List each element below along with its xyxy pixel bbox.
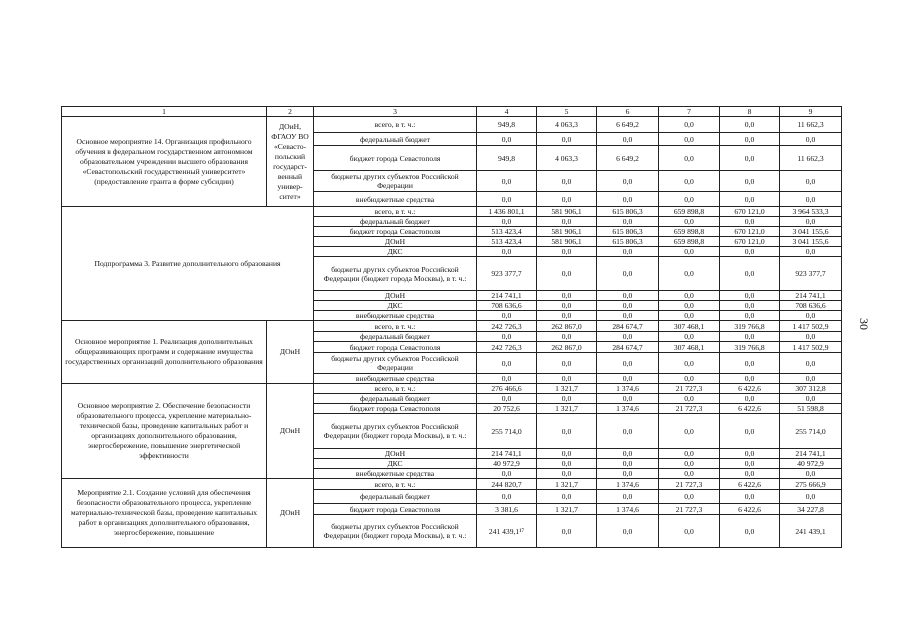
amount-cell: 659 898,8 bbox=[659, 237, 720, 247]
amount-cell: 1 374,6 bbox=[597, 404, 659, 414]
amount-cell: 0,0 bbox=[659, 291, 720, 301]
amount-cell: 3 041 155,6 bbox=[780, 237, 842, 247]
amount-cell: 0,0 bbox=[537, 291, 597, 301]
funding-source-label: внебюджетные средства bbox=[314, 192, 477, 207]
amount-cell: 0,0 bbox=[659, 394, 720, 404]
amount-cell: 0,0 bbox=[720, 117, 780, 133]
funding-source-label: бюджет города Севастополя bbox=[314, 504, 477, 515]
amount-cell: 0,0 bbox=[780, 394, 842, 404]
amount-cell: 0,0 bbox=[597, 247, 659, 257]
amount-cell: 0,0 bbox=[659, 469, 720, 479]
amount-cell: 6 649,2 bbox=[597, 117, 659, 133]
amount-cell: 0,0 bbox=[659, 414, 720, 449]
amount-cell: 0,0 bbox=[659, 171, 720, 192]
funding-source-label: федеральный бюджет bbox=[314, 133, 477, 146]
funding-source-label: внебюджетные средства bbox=[314, 374, 477, 384]
amount-cell: 0,0 bbox=[659, 353, 720, 374]
header-cell: 4 bbox=[477, 107, 537, 117]
amount-cell: 581 906,1 bbox=[537, 227, 597, 237]
header-cell: 7 bbox=[659, 107, 720, 117]
amount-cell: 0,0 bbox=[780, 133, 842, 146]
amount-cell: 923 377,7 bbox=[780, 257, 842, 291]
amount-cell: 40 972,9 bbox=[780, 459, 842, 469]
amount-cell: 0,0 bbox=[659, 192, 720, 207]
amount-cell: 0,0 bbox=[720, 394, 780, 404]
amount-cell: 708 636,6 bbox=[780, 301, 842, 311]
measure-name: Мероприятие 2.1. Создание условий для обеспечения безопасности образовательного процесса, укрепление материально-технической базы, проведение капитальных работ в организациях дополнительного образования, энергосбережение, повышение bbox=[62, 479, 267, 548]
header-cell: 1 bbox=[62, 107, 267, 117]
amount-cell: 3 041 155,6 bbox=[780, 227, 842, 237]
amount-cell: 0,0 bbox=[477, 311, 537, 321]
amount-cell: 0,0 bbox=[537, 171, 597, 192]
amount-cell: 0,0 bbox=[537, 374, 597, 384]
measure-name: Подпрограмма 3. Развитие дополнительного образования bbox=[62, 207, 314, 321]
amount-cell: 0,0 bbox=[597, 311, 659, 321]
table-row bbox=[62, 117, 842, 133]
amount-cell: 6 649,2 bbox=[597, 146, 659, 171]
amount-cell: 0,0 bbox=[720, 374, 780, 384]
funding-source-label: федеральный бюджет bbox=[314, 332, 477, 342]
budget-table bbox=[61, 106, 842, 548]
amount-cell: 0,0 bbox=[659, 146, 720, 171]
amount-cell: 319 766,8 bbox=[720, 321, 780, 332]
funding-source-label: бюджеты других субъектов Российской Федерации (бюджет города Москвы), в т. ч.: bbox=[314, 257, 477, 291]
amount-cell: 284 674,7 bbox=[597, 342, 659, 353]
amount-cell: 0,0 bbox=[659, 515, 720, 548]
amount-cell: 11 662,3 bbox=[780, 117, 842, 133]
amount-cell: 0,0 bbox=[597, 515, 659, 548]
table-row bbox=[62, 321, 842, 332]
header-cell: 9 bbox=[780, 107, 842, 117]
amount-cell: 1 374,6 bbox=[597, 504, 659, 515]
amount-cell: 0,0 bbox=[780, 311, 842, 321]
funding-source-label: бюджет города Севастополя bbox=[314, 227, 477, 237]
amount-cell: 214 741,1 bbox=[780, 291, 842, 301]
amount-cell: 0,0 bbox=[720, 449, 780, 459]
amount-cell: 284 674,7 bbox=[597, 321, 659, 332]
measure-name: Основное мероприятие 2. Обеспечение безопасности образовательного процесса, укрепление материально-технической базы, проведение капитальных работ и организациях дополнительного образования, энергосбережение, повышение энергетической эффективности bbox=[62, 384, 267, 479]
amount-cell: 0,0 bbox=[537, 133, 597, 146]
amount-cell: 0,0 bbox=[537, 353, 597, 374]
amount-cell: 949,8 bbox=[477, 146, 537, 171]
amount-cell: 615 806,3 bbox=[597, 237, 659, 247]
table-row bbox=[62, 479, 842, 490]
table-row bbox=[62, 384, 842, 394]
funding-source-label: федеральный бюджет bbox=[314, 490, 477, 504]
amount-cell: 659 898,8 bbox=[659, 227, 720, 237]
funding-source-label: бюджеты других субъектов Российской Федерации bbox=[314, 171, 477, 192]
amount-cell: 6 422,6 bbox=[720, 479, 780, 490]
amount-cell: 0,0 bbox=[659, 217, 720, 227]
amount-cell: 0,0 bbox=[597, 133, 659, 146]
amount-cell: 0,0 bbox=[537, 414, 597, 449]
amount-cell: 0,0 bbox=[597, 469, 659, 479]
amount-cell: 1 321,7 bbox=[537, 384, 597, 394]
amount-cell: 262 867,0 bbox=[537, 342, 597, 353]
amount-cell: 0,0 bbox=[537, 192, 597, 207]
amount-cell: 0,0 bbox=[597, 414, 659, 449]
amount-cell: 0,0 bbox=[720, 332, 780, 342]
amount-cell: 0,0 bbox=[780, 217, 842, 227]
amount-cell: 0,0 bbox=[780, 247, 842, 257]
amount-cell: 0,0 bbox=[720, 459, 780, 469]
executor-cell: ДОиН bbox=[267, 321, 314, 384]
amount-cell: 0,0 bbox=[659, 449, 720, 459]
amount-cell: 0,0 bbox=[597, 217, 659, 227]
amount-cell: 241 439,1¹⁷ bbox=[477, 515, 537, 548]
amount-cell: 21 727,3 bbox=[659, 504, 720, 515]
amount-cell: 0,0 bbox=[537, 247, 597, 257]
amount-cell: 3 381,6 bbox=[477, 504, 537, 515]
amount-cell: 0,0 bbox=[537, 332, 597, 342]
amount-cell: 0,0 bbox=[597, 192, 659, 207]
amount-cell: 0,0 bbox=[659, 257, 720, 291]
amount-cell: 0,0 bbox=[780, 374, 842, 384]
amount-cell: 659 898,8 bbox=[659, 207, 720, 217]
amount-cell: 0,0 bbox=[659, 490, 720, 504]
amount-cell: 0,0 bbox=[659, 332, 720, 342]
amount-cell: 949,8 bbox=[477, 117, 537, 133]
amount-cell: 255 714,0 bbox=[477, 414, 537, 449]
amount-cell: 0,0 bbox=[720, 414, 780, 449]
amount-cell: 0,0 bbox=[477, 353, 537, 374]
amount-cell: 0,0 bbox=[477, 192, 537, 207]
amount-cell: 0,0 bbox=[477, 394, 537, 404]
amount-cell: 0,0 bbox=[659, 117, 720, 133]
amount-cell: 0,0 bbox=[720, 247, 780, 257]
amount-cell: 244 820,7 bbox=[477, 479, 537, 490]
amount-cell: 0,0 bbox=[659, 247, 720, 257]
amount-cell: 0,0 bbox=[720, 515, 780, 548]
header-cell: 5 bbox=[537, 107, 597, 117]
funding-source-label: ДКС bbox=[314, 301, 477, 311]
amount-cell: 242 726,3 bbox=[477, 342, 537, 353]
funding-source-label: внебюджетные средства bbox=[314, 311, 477, 321]
amount-cell: 242 726,3 bbox=[477, 321, 537, 332]
funding-source-label: ДОиН bbox=[314, 291, 477, 301]
amount-cell: 0,0 bbox=[720, 490, 780, 504]
amount-cell: 3 964 533,3 bbox=[780, 207, 842, 217]
amount-cell: 670 121,0 bbox=[720, 207, 780, 217]
amount-cell: 4 063,3 bbox=[537, 117, 597, 133]
amount-cell: 0,0 bbox=[720, 301, 780, 311]
amount-cell: 21 727,3 bbox=[659, 384, 720, 394]
amount-cell: 0,0 bbox=[597, 301, 659, 311]
header-cell: 3 bbox=[314, 107, 477, 117]
amount-cell: 0,0 bbox=[720, 257, 780, 291]
measure-name: Основное мероприятие 14. Организация профильного обучения в федеральном государственном автономном образовательном учреждении высшего образования «Севастопольский государственный университет» (предоставление гранта в форме субсидии) bbox=[62, 117, 267, 207]
amount-cell: 0,0 bbox=[720, 192, 780, 207]
funding-source-label: бюджеты других субъектов Российской Федерации bbox=[314, 353, 477, 374]
amount-cell: 0,0 bbox=[477, 133, 537, 146]
amount-cell: 0,0 bbox=[537, 490, 597, 504]
amount-cell: 0,0 bbox=[537, 449, 597, 459]
funding-source-label: бюджет города Севастополя bbox=[314, 146, 477, 171]
amount-cell: 0,0 bbox=[477, 217, 537, 227]
amount-cell: 0,0 bbox=[659, 459, 720, 469]
amount-cell: 214 741,1 bbox=[477, 291, 537, 301]
amount-cell: 0,0 bbox=[780, 353, 842, 374]
funding-source-label: бюджеты других субъектов Российской Федерации (бюджет города Москвы), в т. ч.: bbox=[314, 414, 477, 449]
page-number: 30 bbox=[857, 318, 871, 330]
amount-cell: 0,0 bbox=[720, 217, 780, 227]
amount-cell: 0,0 bbox=[537, 257, 597, 291]
amount-cell: 11 662,3 bbox=[780, 146, 842, 171]
funding-source-label: всего, в т. ч.: bbox=[314, 384, 477, 394]
funding-source-label: всего, в т. ч.: bbox=[314, 207, 477, 217]
amount-cell: 923 377,7 bbox=[477, 257, 537, 291]
header-cell: 2 bbox=[267, 107, 314, 117]
amount-cell: 615 806,3 bbox=[597, 227, 659, 237]
amount-cell: 708 636,6 bbox=[477, 301, 537, 311]
amount-cell: 0,0 bbox=[720, 311, 780, 321]
amount-cell: 6 422,6 bbox=[720, 384, 780, 394]
amount-cell: 1 374,6 bbox=[597, 479, 659, 490]
amount-cell: 6 422,6 bbox=[720, 504, 780, 515]
amount-cell: 0,0 bbox=[780, 192, 842, 207]
amount-cell: 513 423,4 bbox=[477, 237, 537, 247]
amount-cell: 0,0 bbox=[597, 257, 659, 291]
funding-source-label: бюджет города Севастополя bbox=[314, 404, 477, 414]
amount-cell: 21 727,3 bbox=[659, 479, 720, 490]
amount-cell: 307 468,1 bbox=[659, 342, 720, 353]
amount-cell: 0,0 bbox=[720, 171, 780, 192]
funding-source-label: внебюджетные средства bbox=[314, 469, 477, 479]
amount-cell: 581 906,1 bbox=[537, 207, 597, 217]
funding-source-label: ДОиН bbox=[314, 449, 477, 459]
funding-source-label: ДОиН bbox=[314, 237, 477, 247]
amount-cell: 0,0 bbox=[720, 146, 780, 171]
amount-cell: 214 741,1 bbox=[780, 449, 842, 459]
amount-cell: 0,0 bbox=[597, 353, 659, 374]
amount-cell: 276 466,6 bbox=[477, 384, 537, 394]
executor-cell: ДОиН, ФГАОУ ВО «Севасто-польский государст-венный универ-ситет» bbox=[267, 117, 314, 207]
funding-source-label: всего, в т. ч.: bbox=[314, 479, 477, 490]
amount-cell: 0,0 bbox=[780, 469, 842, 479]
header-cell: 8 bbox=[720, 107, 780, 117]
funding-source-label: бюджеты других субъектов Российской Федерации (бюджет города Москвы), в т. ч.: bbox=[314, 515, 477, 548]
amount-cell: 1 436 801,1 bbox=[477, 207, 537, 217]
amount-cell: 0,0 bbox=[537, 515, 597, 548]
amount-cell: 34 227,8 bbox=[780, 504, 842, 515]
amount-cell: 307 468,1 bbox=[659, 321, 720, 332]
amount-cell: 0,0 bbox=[537, 469, 597, 479]
header-cell: 6 bbox=[597, 107, 659, 117]
amount-cell: 0,0 bbox=[477, 247, 537, 257]
amount-cell: 0,0 bbox=[477, 171, 537, 192]
amount-cell: 0,0 bbox=[659, 311, 720, 321]
amount-cell: 0,0 bbox=[537, 394, 597, 404]
amount-cell: 319 766,8 bbox=[720, 342, 780, 353]
amount-cell: 1 374,6 bbox=[597, 384, 659, 394]
table-row bbox=[62, 207, 842, 217]
amount-cell: 262 867,0 bbox=[537, 321, 597, 332]
executor-cell: ДОиН bbox=[267, 479, 314, 548]
funding-source-label: федеральный бюджет bbox=[314, 217, 477, 227]
amount-cell: 4 063,3 bbox=[537, 146, 597, 171]
amount-cell: 21 727,3 bbox=[659, 404, 720, 414]
amount-cell: 615 806,3 bbox=[597, 207, 659, 217]
amount-cell: 0,0 bbox=[720, 469, 780, 479]
amount-cell: 670 121,0 bbox=[720, 237, 780, 247]
amount-cell: 1 321,7 bbox=[537, 479, 597, 490]
amount-cell: 1 321,7 bbox=[537, 504, 597, 515]
measure-name: Основное мероприятие 1. Реализация дополнительных общеразвивающих программ и содержание имущества государственных организаций дополнительного образования bbox=[62, 321, 267, 384]
amount-cell: 20 752,6 bbox=[477, 404, 537, 414]
amount-cell: 275 666,9 bbox=[780, 479, 842, 490]
amount-cell: 307 312,8 bbox=[780, 384, 842, 394]
amount-cell: 0,0 bbox=[537, 459, 597, 469]
amount-cell: 0,0 bbox=[659, 301, 720, 311]
amount-cell: 0,0 bbox=[597, 291, 659, 301]
funding-source-label: всего, в т. ч.: bbox=[314, 117, 477, 133]
amount-cell: 0,0 bbox=[597, 171, 659, 192]
amount-cell: 214 741,1 bbox=[477, 449, 537, 459]
amount-cell: 0,0 bbox=[537, 217, 597, 227]
amount-cell: 513 423,4 bbox=[477, 227, 537, 237]
executor-cell: ДОиН bbox=[267, 384, 314, 479]
amount-cell: 51 598,8 bbox=[780, 404, 842, 414]
funding-source-label: ДКС bbox=[314, 247, 477, 257]
amount-cell: 1 417 502,9 bbox=[780, 321, 842, 332]
amount-cell: 6 422,6 bbox=[720, 404, 780, 414]
amount-cell: 581 906,1 bbox=[537, 237, 597, 247]
amount-cell: 0,0 bbox=[477, 332, 537, 342]
amount-cell: 0,0 bbox=[659, 374, 720, 384]
funding-source-label: федеральный бюджет bbox=[314, 394, 477, 404]
amount-cell: 1 321,7 bbox=[537, 404, 597, 414]
funding-source-label: бюджет города Севастополя bbox=[314, 342, 477, 353]
amount-cell: 0,0 bbox=[659, 133, 720, 146]
amount-cell: 0,0 bbox=[720, 133, 780, 146]
amount-cell: 0,0 bbox=[780, 490, 842, 504]
amount-cell: 0,0 bbox=[477, 374, 537, 384]
amount-cell: 0,0 bbox=[780, 171, 842, 192]
amount-cell: 0,0 bbox=[720, 291, 780, 301]
amount-cell: 0,0 bbox=[597, 459, 659, 469]
amount-cell: 0,0 bbox=[477, 490, 537, 504]
amount-cell: 0,0 bbox=[720, 353, 780, 374]
amount-cell: 1 417 502,9 bbox=[780, 342, 842, 353]
header-row bbox=[62, 107, 842, 117]
amount-cell: 255 714,0 bbox=[780, 414, 842, 449]
amount-cell: 0,0 bbox=[597, 449, 659, 459]
amount-cell: 0,0 bbox=[537, 301, 597, 311]
amount-cell: 0,0 bbox=[537, 311, 597, 321]
amount-cell: 0,0 bbox=[597, 394, 659, 404]
amount-cell: 241 439,1 bbox=[780, 515, 842, 548]
amount-cell: 0,0 bbox=[477, 469, 537, 479]
amount-cell: 40 972,9 bbox=[477, 459, 537, 469]
funding-source-label: всего, в т. ч.: bbox=[314, 321, 477, 332]
amount-cell: 0,0 bbox=[780, 332, 842, 342]
amount-cell: 0,0 bbox=[597, 490, 659, 504]
funding-source-label: ДКС bbox=[314, 459, 477, 469]
amount-cell: 670 121,0 bbox=[720, 227, 780, 237]
amount-cell: 0,0 bbox=[597, 374, 659, 384]
amount-cell: 0,0 bbox=[597, 332, 659, 342]
